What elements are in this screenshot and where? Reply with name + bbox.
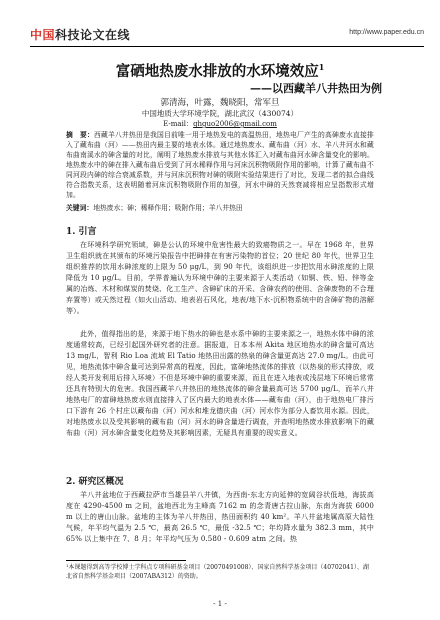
site-logo[interactable] — [30, 26, 130, 43]
logo-red-text: 中国 — [30, 28, 56, 42]
abstract — [66, 130, 374, 200]
footnote: ¹本课题得到高等学校博士学科点专项科研基金项目（20070491008）、国家自然科学基金项目（40702041）、湖北省自然科学基金项目（2007ABA312）的资助。 — [66, 564, 369, 580]
logo-dark-text: 科技论文在线 — [55, 28, 131, 42]
email-address[interactable]: qhguo2006@gmail.com — [193, 120, 277, 128]
page-header — [30, 26, 424, 46]
abstract-label: 摘 要： — [66, 131, 94, 139]
affiliation: 中国地质大学环境学院，湖北武汉（430074） — [141, 109, 299, 118]
keywords-text: 地热废水；砷；稀释作用；吸附作用；羊八井热田 — [93, 204, 243, 212]
section-heading-study-area: 2. 研究区概况 — [66, 477, 124, 487]
author-list: 郭清海，叶露，魏晓阳，常军旦 — [160, 98, 280, 108]
abstract-text: 西藏羊八井热田是我国目前唯一用于地热发电的高温热田，地热电厂产生的高砷废水直接排入了藏布曲（河）——热田内最主要的地表水体。通过地热废水、藏布曲（河）水、羊八井河水和藏布曲南溪水的砷含量的对比，阐明了地热废水排放与其他水体汇入对藏布曲河水砷含量变化的影响。地热废水中的砷在排入藏布曲后受到了河水稀释作用与河床沉积物吸附作用的影响，计算了藏布曲不同河段内砷的综合衰减系数，并与河床沉积物对砷的吸附实验结果进行了对比，发现二者的拟合曲线符合指数关系，这表明随着河床沉积物吸附作用的加强，河水中砷的天然衰减将相应呈指数形式增加。 — [66, 131, 374, 199]
paper-title — [0, 60, 440, 81]
intro-paragraph-2: 此外，值得指出的是，来源于地下热水的砷也是水系中砷的主要来源之一，地热水体中砷的浓度通常较高，已经引起国外研究者的注意。据报道，日本本州 Akita 地区地热水的砷含量可高达 13 mg/L，智利 Rio Loa 流域 El Tatio 地热田出露的热泉的砷含量更高达 27.0 mg/L。由此可见，地热流体中砷含量可达到异常高的程度，因此，富砷地热流体的排放（以热泉的形式排放，或经人类开发利用后排入环境）不但是环境中砷的重要来源，而且在进入地表或浅层地下环境后常常还具有特别大的危害。我国西藏羊八井热田的地热流体的砷含量最高可达 5700 μg/L，而羊八井地热电厂的富砷地热废水则直接排入了区内最大的地表水体——藏布曲（河），由于地热电厂排污口下游有 26 个村庄以藏布曲（河）河水和堆龙德庆曲（河）河水作为部分人畜饮用水源。因此，对地热废水以及受其影响的藏布曲（河）河水的砷含量进行调查，并查明地热废水排放影响下的藏布曲（河）河水砷含量变化趋势及其影响因素，无疑具有重要的现实意义。 — [66, 330, 374, 437]
site-url[interactable]: http://www.paper.edu.cn — [349, 29, 424, 36]
title-footnote-mark: 1 — [318, 62, 325, 73]
footnote-rule — [66, 560, 186, 561]
header-rule — [30, 46, 424, 47]
email-line — [0, 119, 440, 129]
intro-paragraph-1: 在环境科学研究领域，砷是公认的环境中危害性最大的致癌物质之一。早在 1968 年，世界卫生组织就在其颁布的环境污染报告中把砷排在有害污染物的首位；20 世纪 80 年代，世界卫生组织推荐的饮用水砷浓度的上限为 50 μg/L，到 90 年代，该组织进一步把饮用水砷浓度的上限降低为 10 μg/L。目前，学界普遍认为环境中砷的主要来源于人类活动（如铜、铁、铅、锌等金属的冶炼、木材和煤炭的焚烧、化工生产、含砷矿床的开采、含砷农药的使用、含砷废物的不合理弃置等）或天然过程（如火山活动、地表岩石风化，地表/地下水-沉积物系统中的含砷矿物的溶解等）。 — [66, 241, 374, 315]
keywords-label: 关键词： — [66, 204, 94, 212]
keywords — [66, 203, 374, 213]
section-heading-intro: 1. 引言 — [66, 227, 97, 237]
paper-subtitle: ——以西藏羊八井热田为例 — [250, 82, 382, 95]
page-number: - 1 - — [213, 600, 227, 608]
email-label: E-mail： — [163, 120, 194, 128]
paper-title-text: 富硒地热废水排放的水环境效应 — [115, 63, 319, 80]
study-area-paragraph-1: 羊八井盆地位于西藏拉萨市当雄县羊八井镇，为西南-东北方向延伸的宽阔谷状低地，海拔高度在 4290-4500 m 之间，盆地西北为主峰高 7162 m 的念青唐古拉山脉，东南为海拔 6000 m 以上的唐山山脉。盆地的主体为羊八井热田，热田面积约 40 km²。羊八井盆地属高原大陆性气候，年平均气温为 2.5 ℃，最高 26.5 ℃，最低 -32.5 ℃；年均降水量为 382.3 mm，其中 65% 以上集中在 7、8 月；年平均气压为 0.580 - 0.609 atm 之间。热 — [66, 491, 374, 543]
